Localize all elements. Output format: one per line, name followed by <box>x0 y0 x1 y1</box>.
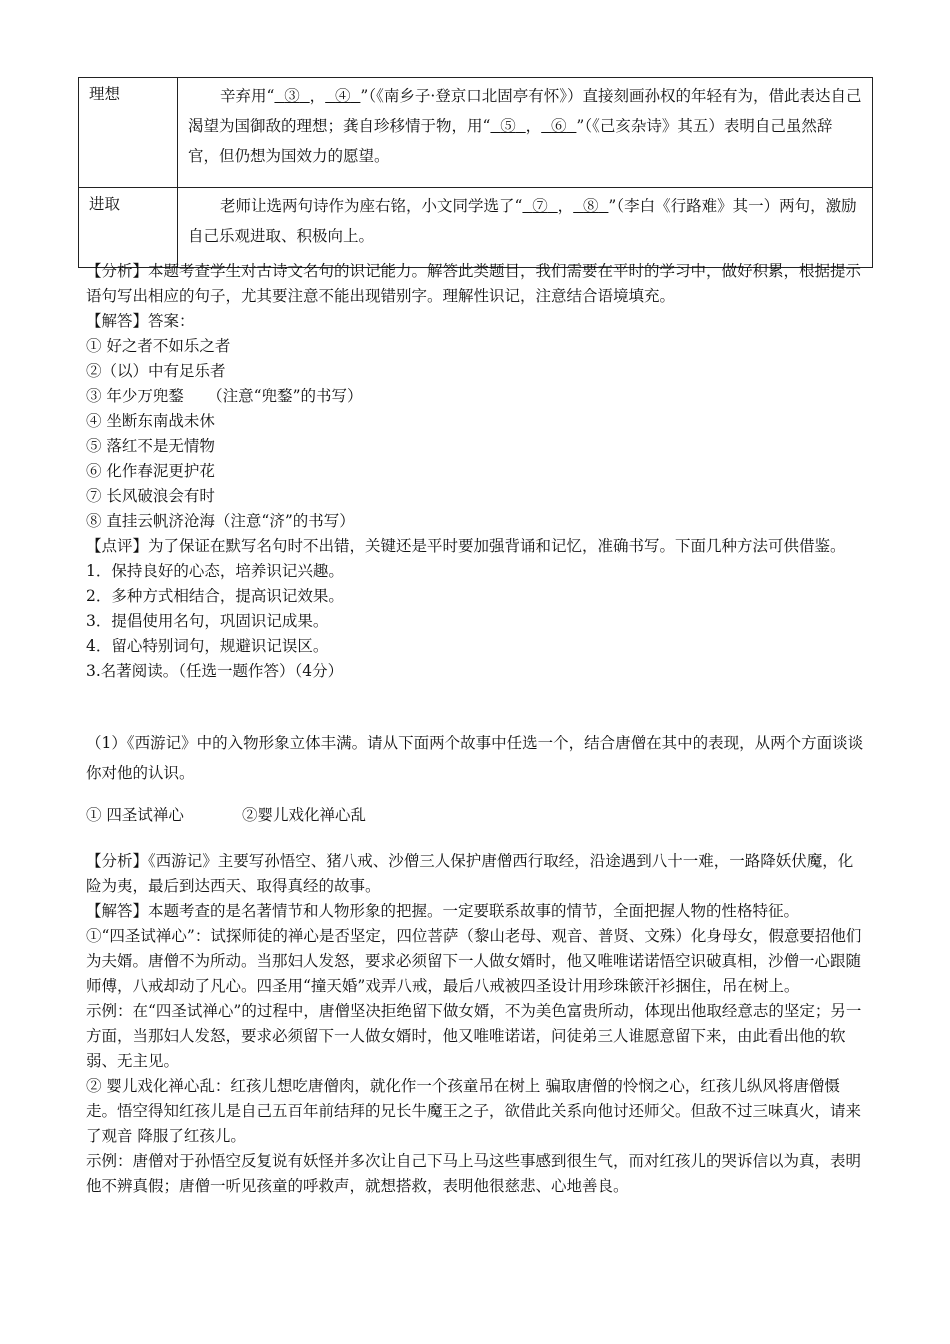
blank-3: ③ <box>284 87 300 105</box>
row-content <box>178 188 873 268</box>
row-text: 老师让选两句诗作为座右铭，小文同学选了“ ⑦ ， ⑧ ”（李白《行路难》其一）两句，激励自己乐观进取、积极向上。 <box>188 197 857 245</box>
row-label: 理想 <box>79 78 178 188</box>
answer-paragraph: 【解答】本题考查的是名著情节和人物形象的把握。一定要联系故事的情节，全面把握人物的性格特征。 <box>86 902 800 920</box>
method-item: 3．提倡使用名句，巩固识记成果。 <box>86 612 329 630</box>
blank-4: ④ <box>335 87 351 105</box>
option-1: ① 四圣试禅心 <box>86 806 184 824</box>
example-paragraph: 示例：唐僧对于孙悟空反复说有妖怪并多次让自己下马上马这些事感到很生气，而对红孩儿的哭诉信以为真，表明他不辨真假；唐僧一听见孩童的呼救声，就想搭救，表明他很慈悲、心地善良。 <box>86 1152 862 1195</box>
blank-6: ⑥ <box>551 117 567 135</box>
story-paragraph: ② 婴儿戏化禅心乱：红孩儿想吃唐僧肉，就化作一个孩童吊在树上 骗取唐僧的怜悯之心，红孩儿纵风将唐僧慑走。悟空得知红孩儿是自己五百年前结拜的兄长牛魔王之子，欲借此关系向他讨还师父。但敌不过三味真火，请来了观音 降服了红孩儿。 <box>86 1077 862 1145</box>
row-label: 进取 <box>79 188 178 268</box>
story-options <box>86 803 866 828</box>
analysis-paragraph: 【分析】《西游记》主要写孙悟空、猪八戒、沙僧三人保护唐僧西行取经，沿途遇到八十一难，一路降妖伏魔，化险为夷，最后到达西天、取得真经的故事。 <box>86 852 854 895</box>
blank-8: ⑧ <box>583 197 599 215</box>
answer-item: ⑥ 化作春泥更护花 <box>86 462 215 480</box>
answer-section-2 <box>86 849 866 1199</box>
answer-item: ②（以）中有足乐者 <box>86 362 226 380</box>
answer-item: ④ 坐断东南战未休 <box>86 412 215 430</box>
row-content <box>178 78 873 188</box>
story-paragraph: ①“四圣试禅心”：试探师徒的禅心是否坚定，四位菩萨（黎山老母、观音、普贤、文殊）化身母女，假意要招他们为夫婿。唐僧不为所动。当那妇人发怒，要求必须留下一人做女婿时，他又唯唯诺诺悟空识破真相，沙僧一心跟随师傅，八戒却动了凡心。四圣用“撞天婚”戏弄八戒，最后八戒被四圣设计用珍珠篏汗衫捆住，吊在树上。 <box>86 927 862 995</box>
answer-item: ① 好之者不如乐之者 <box>86 337 231 355</box>
row-text: 辛弃用“ ③ ， ④ ”（《南乡子·登京口北固亭有怀》）直接刻画孙权的年轻有为，借此表达自己渴望为国御敌的理想；龚自珍移情于物，用“ ⑤ ， ⑥ ”（《己亥杂诗》其五）表明自己虽然辞官，但仍想为国效力的愿望。 <box>188 87 862 165</box>
option-2: ②婴儿戏化禅心乱 <box>241 806 366 824</box>
answer-section-1 <box>86 259 866 684</box>
answer-item: ⑤ 落红不是无情物 <box>86 437 215 455</box>
method-item: 1．保持良好的心态，培养识记兴趣。 <box>86 562 344 580</box>
answer-item: ③ 年少万兜鍪 （注意“兜鍪”的书写） <box>86 387 363 405</box>
answer-heading: 【解答】答案： <box>86 312 195 330</box>
fill-in-table <box>78 77 873 268</box>
comment-paragraph: 【点评】为了保证在默写名句时不出错，关键还是平时要加强背诵和记忆，准确书写。下面几种方法可供借鉴。 <box>86 537 846 555</box>
answer-item: ⑦ 长风破浪会有时 <box>86 487 215 505</box>
question-heading: 3.名著阅读。（任选一题作答）（4分） <box>86 662 344 680</box>
table-row <box>79 188 873 268</box>
example-paragraph: 示例：在“四圣试禅心”的过程中，唐僧坚决拒绝留下做女婿，不为美色富贵所动，体现出他取经意志的坚定；另一方面，当那妇人发怒，要求必须留下一人做女婿时，他又唯唯诺诺，问徒弟三人谁愿意留下来，由此看出他的软弱、无主见。 <box>86 1002 862 1070</box>
method-item: 2．多种方式相结合，提高识记效果。 <box>86 587 344 605</box>
analysis-paragraph: 【分析】本题考查学生对古诗文名句的识记能力。解答此类题目，我们需要在平时的学习中，做好积累，根据提示语句写出相应的句子，尤其要注意不能出现错别字。理解性识记，注意结合语境填充。 <box>86 262 862 305</box>
blank-7: ⑦ <box>532 197 548 215</box>
method-item: 4．留心特别词句，规避识记误区。 <box>86 637 329 655</box>
blank-5: ⑤ <box>500 117 516 135</box>
question-sub-1: （1）《西游记》中的入物形象立体丰满。请从下面两个故事中任选一个，结合唐僧在其中的表现，从两个方面谈谈你对他的认识。 <box>86 734 864 782</box>
answer-item: ⑧ 直挂云帆济沧海（注意“济”的书写） <box>86 512 355 530</box>
table-row <box>79 78 873 188</box>
